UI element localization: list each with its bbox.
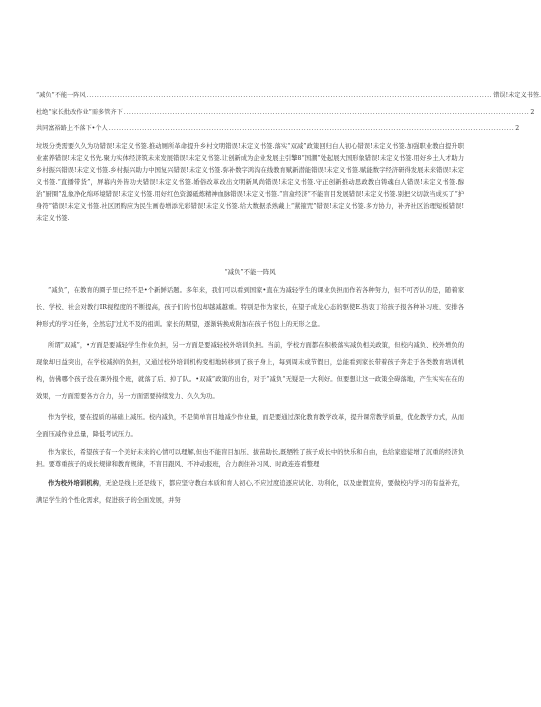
toc-entry-status: 错误!未定义书签. (493, 92, 541, 99)
article-body (36, 282, 464, 509)
toc-entry[interactable] (36, 91, 541, 100)
paragraph-lead: 作为校外培训机构 (48, 480, 99, 487)
paragraph-rest: ，无论是线上还是线下，都应坚守教白本质和育人初心,不应过度追逐应试化、功利化，以及虚假宣传，要做校内学习的有益补充，满足学生的个性化需求，促进孩子的全面发展，并努 (36, 480, 464, 504)
toc-leader-dots: .............................................................................................................................................................. (123, 109, 530, 116)
toc-entry[interactable] (36, 124, 520, 133)
paragraph: 作为学校，要在提质的基础上减压。校内减负，不是简单盲目地减少作业量，而是要通过深化教育教学改革，提升课常教学质量，优化教学方式，从而全面压减作业总量，降低考试压力。 (36, 414, 464, 438)
toc-entry-title: 杜绝“家长批改作业”需多管齐下 (36, 109, 123, 116)
article-title: “减负”不能一阵风 (224, 268, 276, 276)
toc-run-on-list (36, 141, 464, 225)
table-of-contents (36, 91, 541, 133)
toc-leader-dots: .............................................................................................................................................................. (86, 92, 493, 99)
toc-entry[interactable] (36, 108, 535, 117)
toc-entry-page: 2 (515, 125, 520, 132)
paragraph (36, 475, 464, 509)
paragraph: 所谓“双减”，•方面是要减轻学生作业负担，另一方面是要减轻校外培训负担。当前，学校方面都在积极落实减负相关政策，但校内减负、校外增负的现象却日益突出，在学校减掉的负担，又通过校外培训机构变相地转移到了孩子身上，每到周末或节假日，总能看到家长带着孩子奔走于各类教育培训机构，仿佛哪个孩子没在课外报个班，就落了后、掉了队。•双减”政策的出台，对于“减负“无疑是一大利好。但要想让这一政策全碍落地，产生实实在在的效果，一方面需要各方合力，另一方面需要持续发力、久久为功。 (36, 342, 464, 400)
toc-entry-title: 共同富裕路上不落下•个人 (36, 125, 108, 132)
paragraph: 作为家长，希望孩子有一个美好未来的心情可以理解,但也不能盲目加压、拔苗助长,既牺牲了孩子成长中的快乐和自由，也给家庭徒增了沉重的经济负担。要尊重孩子的成长规律和教育规律，不盲目跟风、不冲动报班，合力刹住补习风、时政连连看整理 (36, 449, 464, 468)
toc-entry-page: 2 (530, 109, 535, 116)
paragraph: “减负”，在教育的圈子里已经不是•个新鲜话题。多年来，我们可以看到国家•直在为减轻学生的课业负担而作若各种努力，但不可否认的是，随着家长、学校、社会对教行IR视程度的不断提高，孩子们的书包却越减越重。特别是作为家长，在望子成龙心态的驱使E.热衷丁给孩子报各种补习班、安排各种形式的学习任务，全然忘J'过尤不及的祖训。家长的期望，逐渐转换成附加在孩子书包上的无形之盘。 (36, 287, 464, 328)
toc-leader-dots: .............................................................................................................................................................. (108, 125, 515, 132)
toc-run-on-text: 垃圾分类需要久久为功错误!未定义书签.推动厕所革命提升乡村文明错误!未定义书签.落实“双减”政策回归白人初心错误!未定义书签.加强职业教白提升职业素养错误!未定义书先.聚力实体经济筑未来发展错误!未定义书签.让创新成为企业发展主引擎8“国潮”处起展大国形象错误!未定义书签.用好乡土人才助力乡村振兴错误!未定义书签.乡村振兴助力中国复兴错误!未定义书签.弥补数字鸿沟在线教育赋新潜能错误!未定义书签.赋能数字经济研得发展未来错误!未定义书签.“直播带货”，屏幕内外皆功夫错误!未定义书签.婚俗改革改出文明新风尚错误!未定义书签.守正创新推动思政教白铸魂白人错误!未定义书签.醇治“厨圈”乱象净化绵环境错误!未定义书签.用好红色资源砥炼精神血脉错误!未定义书签.“盲盒经济”不能盲目发展错误!未定义书签.别把父切款当成买了“护身符”错误!未定义书签.社区团购应为民生画卷增添光彩错误!未定义书签.给大数据杀熟戴上“紧箍咒”错误!未定义书签.多方协力，补齐社区治理短板错误!未定义书签. (36, 143, 464, 222)
toc-entry-title: “减负”不能一阵风 (36, 92, 86, 99)
